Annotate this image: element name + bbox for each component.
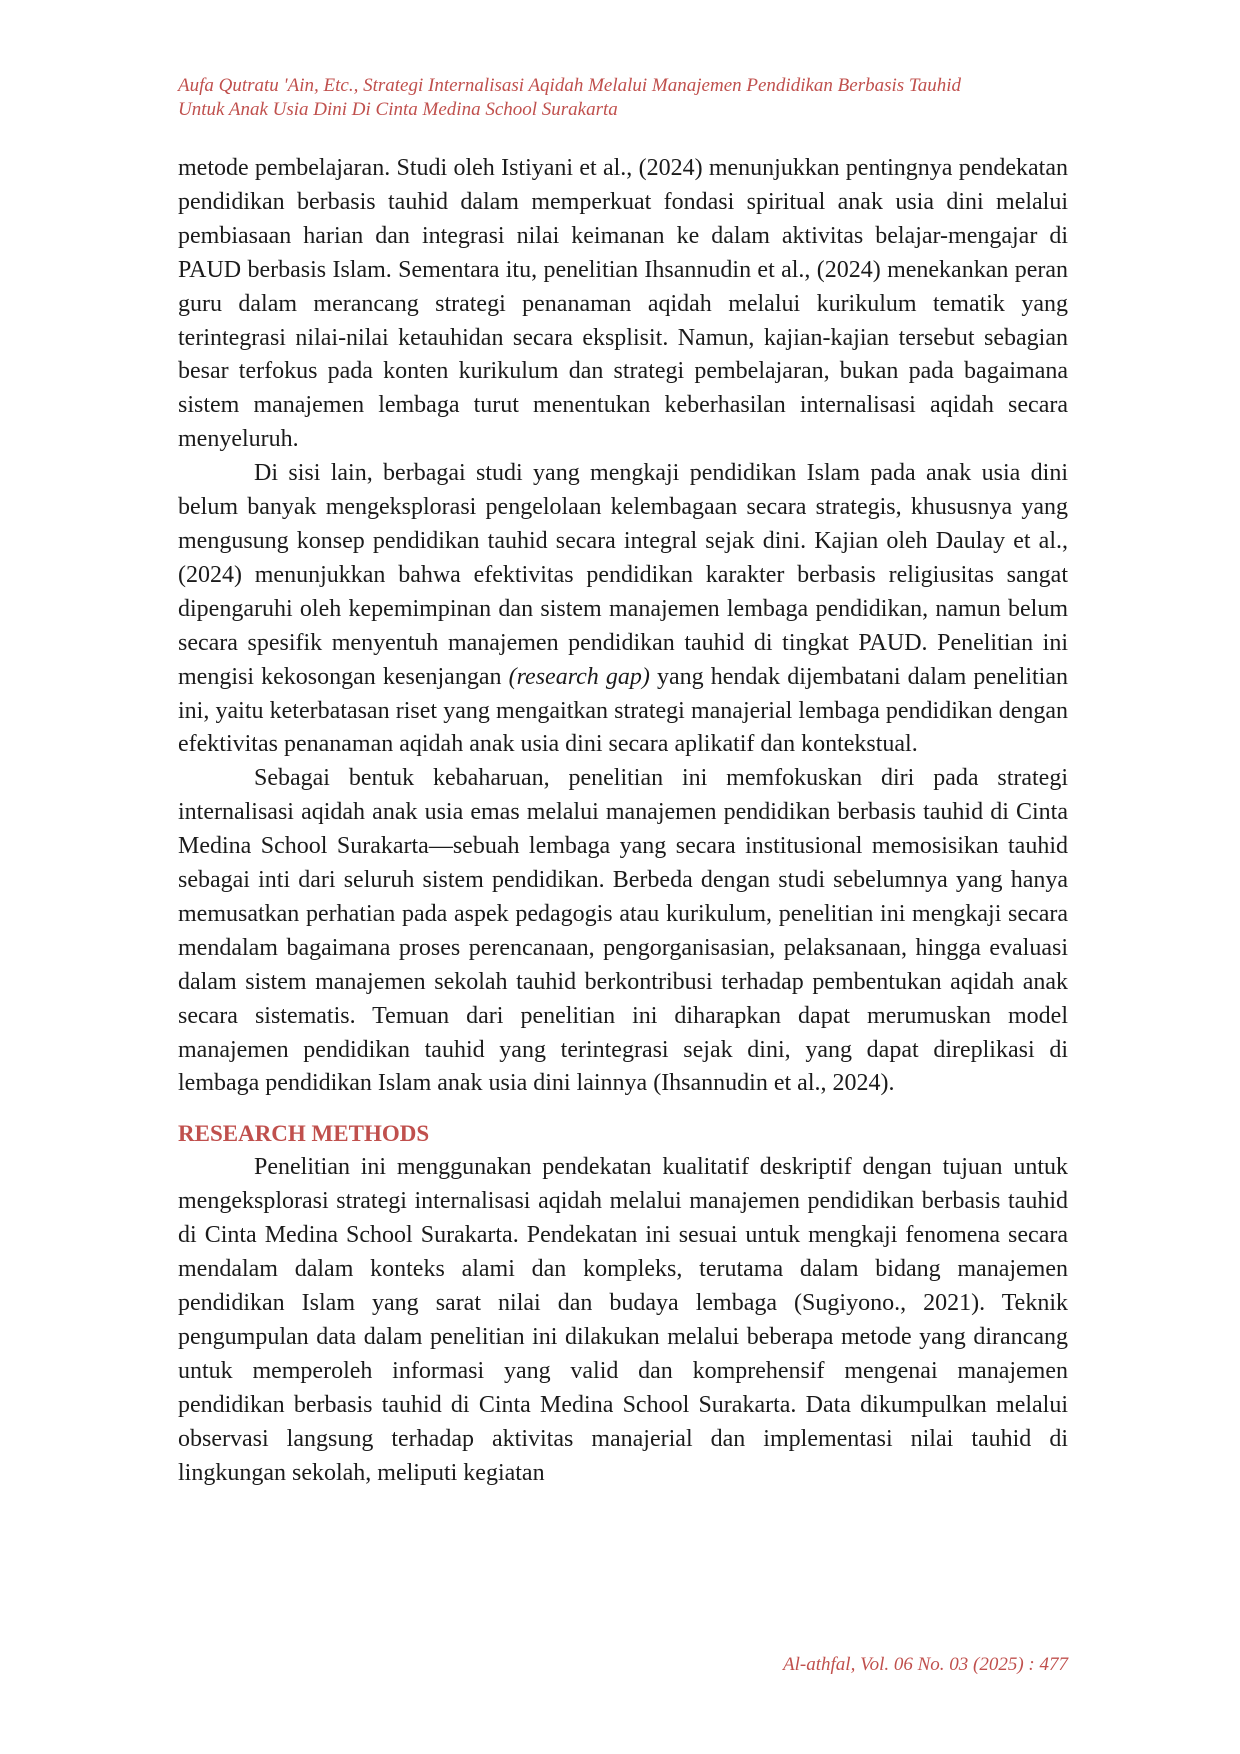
- running-header-line-2: Untuk Anak Usia Dini Di Cinta Medina School Surakarta: [178, 99, 618, 120]
- section-heading-research-methods: RESEARCH METHODS: [178, 1121, 430, 1147]
- paragraph-novelty: Sebagai bentuk kebaharuan, penelitian ini memfokuskan diri pada strategi internalisasi aqidah anak usia emas melalui manajemen pendidikan berbasis tauhid di Cinta Medina School Surakarta—sebuah lembaga yang secara institusional memosisikan tauhid sebagai inti dari seluruh sistem pendidikan. Berbeda dengan studi sebelumnya yang hanya memusatkan perhatian pada aspek pedagogis atau kurikulum, penelitian ini mengkaji secara mendalam bagaimana proses perencanaan, pengorganisasian, pelaksanaan, hingga evaluasi dalam sistem manajemen sekolah tauhid berkontribusi terhadap pembentukan aqidah anak secara sistematis. Temuan dari penelitian ini diharapkan dapat merumuskan model manajemen pendidikan tauhid yang terintegrasi sejak dini, yang dapat direplikasi di lembaga pendidikan Islam anak usia dini lainnya (Ihsannudin et al., 2024).: [178, 765, 1068, 1097]
- research-gap-term: (research gap): [508, 663, 650, 690]
- paragraph-research-gap: [178, 457, 1068, 762]
- paragraph-research-gap-text-1: Di sisi lain, berbagai studi yang mengkaji pendidikan Islam pada anak usia dini belum banyak mengeksplorasi pengelolaan kelembagaan secara strategis, khususnya yang mengusung konsep pendidikan tauhid secara integral sejak dini. Kajian oleh Daulay et al., (2024) menunjukkan bahwa efektivitas pendidikan karakter berbasis religiusitas sangat dipengaruhi oleh kepemimpinan dan sistem manajemen lembaga pendidikan, namun belum secara spesifik menyentuh manajemen pendidikan tauhid di tingkat PAUD. Penelitian ini mengisi kekosongan kesenjangan: [178, 460, 1068, 690]
- page-footer: Al-athfal, Vol. 06 No. 03 (2025) : 477: [783, 1654, 1068, 1675]
- running-header: [178, 74, 1078, 122]
- page-body: [178, 152, 1068, 1490]
- paragraph-continuation: metode pembelajaran. Studi oleh Istiyani et al., (2024) menunjukkan pentingnya pendekatan pendidikan berbasis tauhid dalam memperkuat fondasi spiritual anak usia dini melalui pembiasaan harian dan integrasi nilai keimanan ke dalam aktivitas belajar-mengajar di PAUD berbasis Islam. Sementara itu, penelitian Ihsannudin et al., (2024) menekankan peran guru dalam merancang strategi penanaman aqidah melalui kurikulum tematik yang terintegrasi nilai-nilai ketauhidan secara eksplisit. Namun, kajian-kajian tersebut sebagian besar terfokus pada konten kurikulum dan strategi pembelajaran, bukan pada bagaimana sistem manajemen lembaga turut menentukan keberhasilan internalisasi aqidah secara menyeluruh.: [178, 155, 1068, 453]
- paragraph-research-gap-text-2: yang hendak dijembatani dalam penelitian ini, yaitu keterbatasan riset yang mengaitkan strategi manajerial lembaga pendidikan dengan efektivitas penanaman aqidah anak usia dini secara aplikatif dan kontekstual.: [178, 663, 1068, 758]
- paragraph-methods: Penelitian ini menggunakan pendekatan kualitatif deskriptif dengan tujuan untuk mengeksplorasi strategi internalisasi aqidah melalui manajemen pendidikan berbasis tauhid di Cinta Medina School Surakarta. Pendekatan ini sesuai untuk mengkaji fenomena secara mendalam dalam konteks alami dan kompleks, terutama dalam bidang manajemen pendidikan Islam yang sarat nilai dan budaya lembaga (Sugiyono., 2021). Teknik pengumpulan data dalam penelitian ini dilakukan melalui beberapa metode yang dirancang untuk memperoleh informasi yang valid dan komprehensif mengenai manajemen pendidikan berbasis tauhid di Cinta Medina School Surakarta. Data dikumpulkan melalui observasi langsung terhadap aktivitas manajerial dan implementasi nilai tauhid di lingkungan sekolah, meliputi kegiatan: [178, 1154, 1068, 1486]
- running-header-line-1: Aufa Qutratu 'Ain, Etc., Strategi Internalisasi Aqidah Melalui Manajemen Pendidikan Berbasis Tauhid: [178, 75, 962, 96]
